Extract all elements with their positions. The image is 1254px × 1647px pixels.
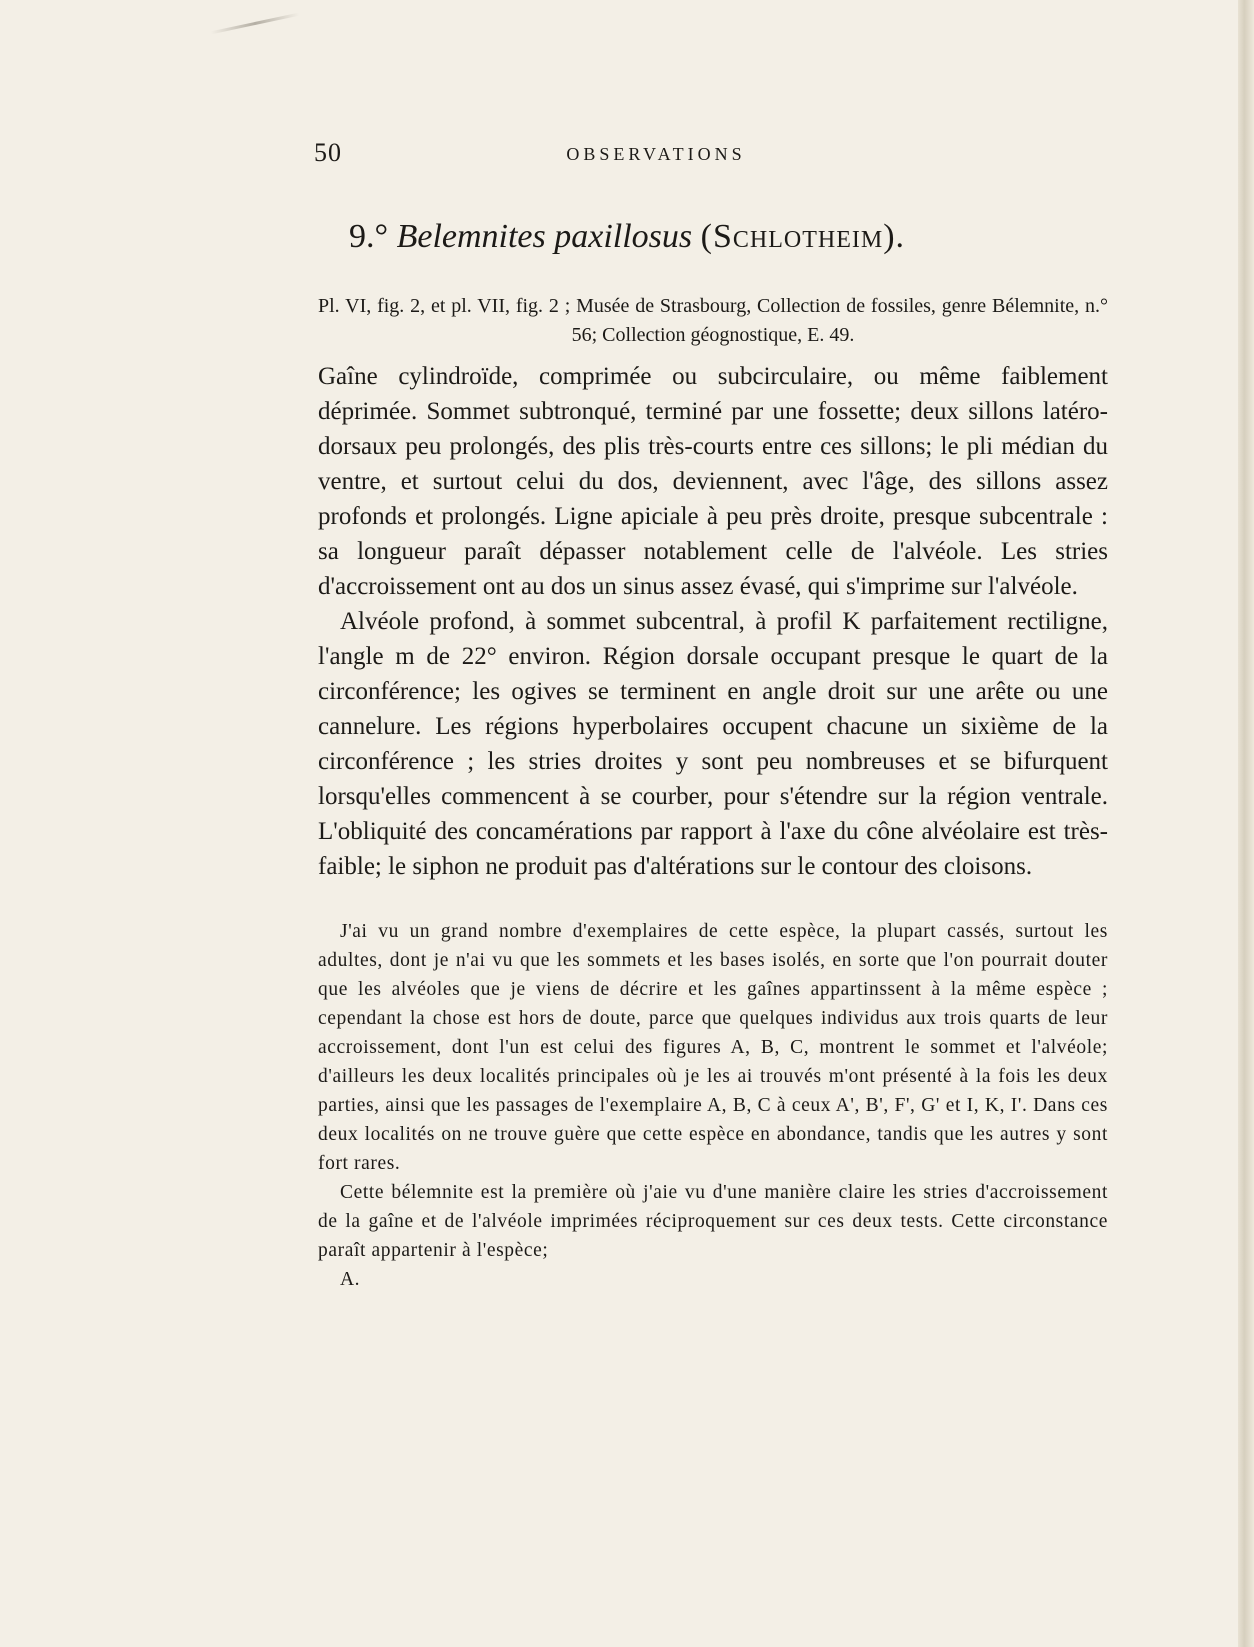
scan-mark	[211, 13, 300, 35]
section-number: 9.°	[348, 218, 389, 255]
description-paragraph: Alvéole profond, à sommet subcentral, à profil K parfaitement rectiligne, l'angle m de 22° environ. Région dorsale occupant presque le quart de la circonférence; les ogives se terminent en angle droit sur une arête ou une cannelure. Les régions hyperbolaires occupent chacune un sixième de la circonférence ; les stries droites y sont peu nombreuses et se bifurquent lorsqu'elles commencent à se courber, pour s'étendre sur la région ventrale. L'obliquité des concamérations par rapport à l'axe du cône alvéolaire est très-faible; le siphon ne produit pas d'altérations sur le contour des cloisons.	[318, 608, 1108, 880]
page-number: 50	[314, 138, 342, 167]
running-head: OBSERVATIONS	[566, 144, 746, 164]
description-paragraph: Gaîne cylindroïde, comprimée ou subcirculaire, ou même faiblement déprimée. Sommet subtronqué, terminé par une fossette; deux sillons latéro-dorsaux peu prolongés, des plis très-courts entre ces sillons; le pli médian du ventre, et surtout celui du dos, deviennent, avec l'âge, des sillons assez profonds et prolongés. Ligne apiciale à peu près droite, presque subcentrale : sa longueur paraît dépasser notablement celle de l'alvéole. Les stries d'accroissement ont au dos un sinus assez évasé, qui s'imprime sur l'alvéole.	[318, 363, 1108, 600]
species-description	[318, 359, 1108, 884]
species-author: (Schlotheim).	[700, 218, 906, 255]
notes-paragraph: A.	[340, 1269, 361, 1290]
species-name: Belemnites paxillosus	[396, 218, 693, 255]
section-title	[0, 218, 1254, 256]
page-header	[314, 138, 834, 168]
observation-notes	[318, 917, 1108, 1294]
plate-reference: Pl. VI, fig. 2, et pl. VII, fig. 2 ; Musée de Strasbourg, Collection de fossiles, genre Bélemnite, n.° 56; Collection géognostique, E. 49.	[318, 295, 1108, 346]
notes-paragraph: Cette bélemnite est la première où j'aie vu d'une manière claire les stries d'accroissement de la gaîne et de l'alvéole imprimées réciproquement sur ces deux tests. Cette circonstance paraît appartenir à l'espèce;	[318, 1182, 1108, 1261]
notes-paragraph: J'ai vu un grand nombre d'exemplaires de cette espèce, la plupart cassés, surtout les adultes, dont je n'ai vu que les sommets et les bases isolés, en sorte que l'on pourrait douter que les alvéoles que je viens de décrire et les gaînes appartinssent à la même espèce ; cependant la chose est hors de doute, parce que quelques individus aux trois quarts de leur accroissement, dont l'un est celui des figures A, B, C, montrent le sommet et l'alvéole; d'ailleurs les deux localités principales où je les ai trouvés m'ont présenté à la fois les deux parties, ainsi que les passages de l'exemplaire A, B, C à ceux A', B', F', G' et I, K, I'. Dans ces deux localités on ne trouve guère que cette espèce en abondance, tandis que les autres y sont fort rares.	[318, 921, 1108, 1174]
